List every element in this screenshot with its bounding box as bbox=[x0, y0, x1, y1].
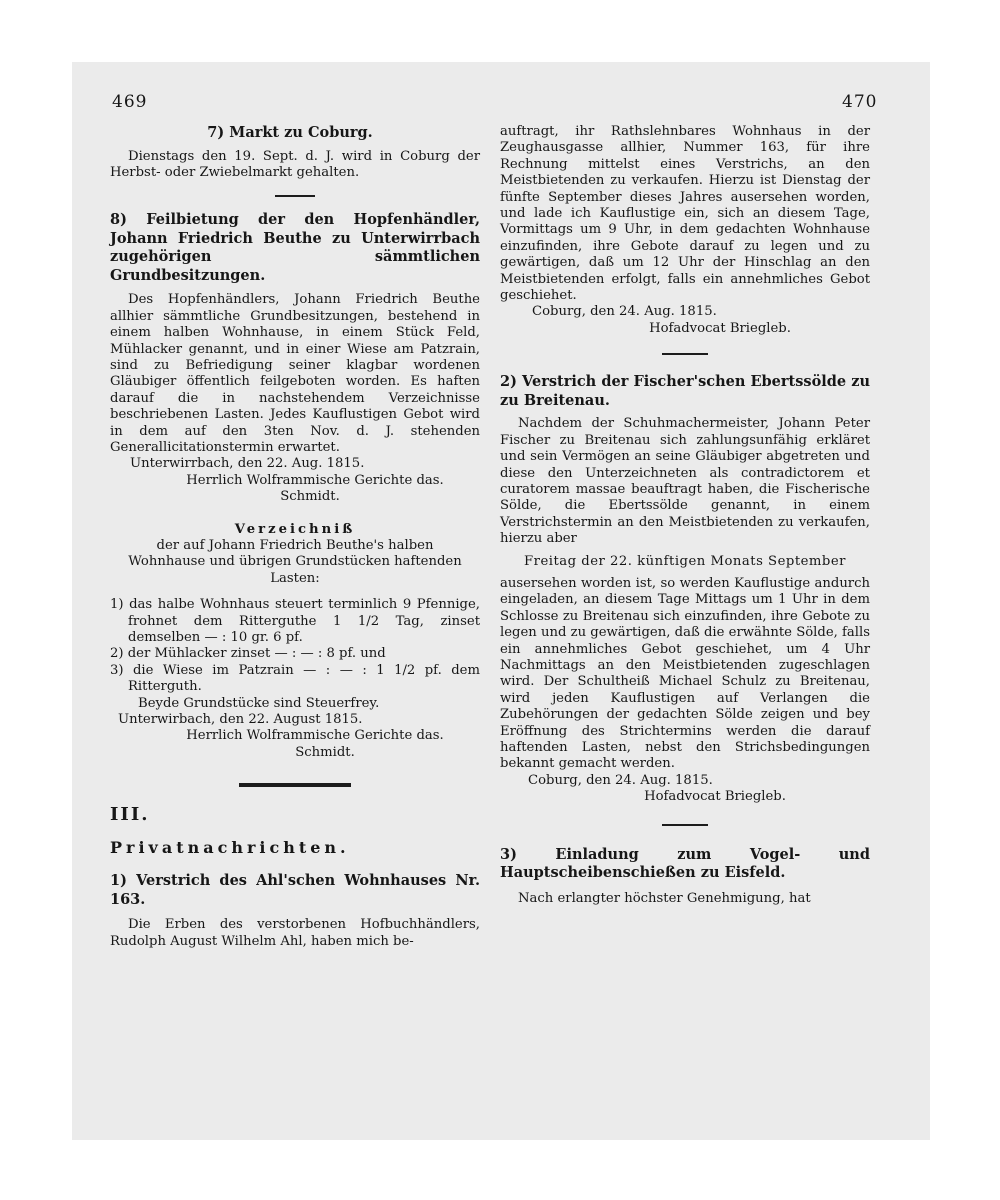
signature-line: Herrlich Wolframmische Gerichte das. bbox=[186, 728, 444, 744]
list-item: 3) die Wiese im Patzrain — : — : 1 1/2 pf. dem Ritterguth. bbox=[110, 662, 480, 695]
section-title-einladung: 3) Einladung zum Vogel- und Hauptscheibenschießen zu Eisfeld. bbox=[500, 845, 870, 882]
section-rule bbox=[239, 783, 351, 787]
verzeichnis-title: Verzeichniß bbox=[234, 521, 356, 537]
page-number-right: 470 bbox=[842, 92, 878, 112]
date-line: Coburg, den 24. Aug. 1815. bbox=[528, 772, 713, 788]
signature-name: Schmidt. bbox=[295, 744, 355, 760]
paragraph-markt: Dienstags den 19. Sept. d. J. wird in Coburg der Herbst- oder Zwiebelmarkt gehalten. bbox=[110, 148, 480, 180]
section-number: III. bbox=[110, 804, 150, 826]
highlight-date: Freitag der 22. künftigen Monats September bbox=[524, 553, 846, 569]
note-line: Beyde Grundstücke sind Steuerfrey. bbox=[138, 695, 380, 711]
signature-line: Hofadvocat Briegleb. bbox=[644, 789, 786, 805]
paragraph-einladung: Nach erlangter höchster Genehmigung, hat bbox=[518, 890, 811, 906]
paragraph-fischer-continued: ausersehen worden ist, so werden Kauflustige andurch eingeladen, an diesem Tage Mittags um 1 Uhr in dem Schlosse zu Breitenau sich einzufinden, ihre Gebote zu legen und zu gewärtigen, daß die erwähnte Sölde, falls ein annehmliches Gebot geschiehet, um 4 Uhr Nachmittags an den Meistbietenden zugeschlagen wird. Der Schultheiß Michael Schulz zu Breitenau, wird jeden Kauflustigen auf Verlangen die Zubehörungen der gedachten Sölde zeigen und bey Eröffnung des Strichtermins werden die darauf haftenden Lasten, nebst den Strichsbedingungen bekannt gemacht werden. bbox=[500, 575, 870, 772]
paragraph-feilbietung: Des Hopfenhändlers, Johann Friedrich Beuthe allhier sämmtliche Grundbesitzungen, bestehend in einem halben Wohnhause, in einem Stück Feld, Mühlacker genannt, und in einer Wiese am Patzrain, sind zu Befriedigung seiner klagbar wordenen Gläubiger öffentlich feilgeboten worden. Es haften darauf die in nachstehendem Verzeichnisse beschriebenen Lasten. Jedes Kauflustigen Gebot wird in dem auf den 3ten Nov. d. J. stehenden Generallicitationstermin erwartet. bbox=[110, 292, 480, 455]
separator bbox=[275, 195, 315, 197]
section-heading: Privatnachrichten. bbox=[110, 837, 350, 857]
signature-name: Schmidt. bbox=[280, 489, 340, 505]
section-title-markt: 7) Markt zu Coburg. bbox=[207, 124, 373, 141]
section-title-fischer: 2) Verstrich der Fischer'schen Ebertssölde zu zu Breitenau. bbox=[500, 373, 870, 409]
separator bbox=[662, 353, 708, 355]
signature-line: Herrlich Wolframmische Gerichte das. bbox=[186, 472, 444, 488]
list-item: 1) das halbe Wohnhaus steuert terminlich 9 Pfennige, frohnet dem Ritterguthe 1 1/2 Tag, zinset demselben — : 10 gr. 6 pf. bbox=[110, 597, 480, 646]
paragraph-verstrich: Die Erben des verstorbenen Hofbuchhändlers, Rudolph August Wilhelm Ahl, haben mich be- bbox=[110, 917, 480, 949]
date-line: Unterwirbach, den 22. August 1815. bbox=[118, 712, 363, 728]
right-column bbox=[500, 124, 870, 907]
section-title-verstrich: 1) Verstrich des Ahl'schen Wohnhauses Nr. 163. bbox=[110, 872, 480, 908]
page-number-left: 469 bbox=[112, 92, 148, 112]
date-line: Coburg, den 24. Aug. 1815. bbox=[532, 304, 717, 320]
verzeichnis-subtitle: der auf Johann Friedrich Beuthe's halben Wohnhause und übrigen Grundstücken haftenden Lasten: bbox=[128, 538, 462, 586]
signature-line: Hofadvocat Briegleb. bbox=[649, 320, 791, 336]
list-item: 2) der Mühlacker zinset — : — : 8 pf. und bbox=[110, 646, 386, 662]
left-column bbox=[110, 124, 480, 950]
paragraph-continued: auftragt, ihr Rathslehnbares Wohnhaus in der Zeughausgasse allhier, Nummer 163, für ihre Rechnung mittelst eines Verstrichs, an den Meistbietenden zu verkaufen. Hierzu ist Dienstag der fünfte September dieses Jahres ausersehen worden, und lade ich Kauflustige ein, sich an diesem Tage, Vormittags um 9 Uhr, in dem gedachten Wohnhause einzufinden, ihre Gebote darauf zu legen und zu gewärtigen, daß um 12 Uhr der Hinschlag an den Meistbietenden erfolgt, falls ein annehmliches Gebot geschiehet. bbox=[500, 124, 870, 304]
separator bbox=[662, 824, 708, 826]
date-line: Unterwirrbach, den 22. Aug. 1815. bbox=[130, 456, 365, 472]
section-title-feilbietung: 8) Feilbietung der den Hopfenhändler, Johann Friedrich Beuthe zu Unterwirrbach zugehörigen sämmtlichen Grundbesitzungen. bbox=[110, 211, 480, 284]
paragraph-fischer: Nachdem der Schuhmachermeister, Johann Peter Fischer zu Breitenau sich zahlungsunfähig erkläret und sein Vermögen an seine Gläubiger abgetreten und diese den Unterzeichneten als contradictorem et curatorem massae beauftragt haben, die Fischerische Sölde, die Ebertssölde genannt, in einem Verstrichstermin an den Meistbietenden zu verkaufen, hierzu aber bbox=[500, 416, 870, 547]
